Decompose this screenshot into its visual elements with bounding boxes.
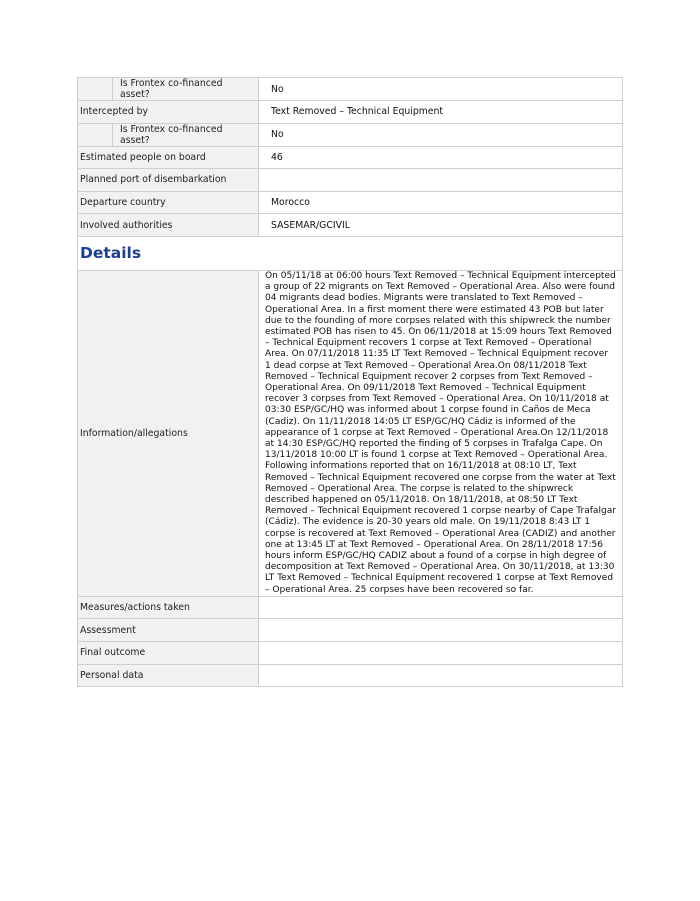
departure-country-label: Departure country [78,191,259,214]
measures-actions-value [259,596,623,619]
table-row [78,123,623,146]
final-outcome-label: Final outcome [78,642,259,665]
details-heading-row [78,236,623,270]
report-page [77,77,622,687]
table-row [78,664,623,687]
table-row [78,191,623,214]
indent-cell [78,78,113,101]
estimated-people-value: 46 [259,146,623,169]
report-table [77,77,623,687]
table-row [78,146,623,169]
table-row [78,78,623,101]
frontex-cofinanced-value: No [259,78,623,101]
frontex-cofinanced-label-2: Is Frontex co-financed asset? [113,123,259,146]
frontex-cofinanced-label: Is Frontex co-financed asset? [113,78,259,101]
intercepted-by-value: Text Removed – Technical Equipment [259,101,623,124]
table-row [78,619,623,642]
information-allegations-value: On 05/11/18 at 06:00 hours Text Removed – Technical Equipment intercepted a group of 22 migrants on Text Removed – Operational Area. Also were found 04 migrants dead bodies. Migrants were translated to Text Removed – Operational Area. In a first moment there were estimated 43 POB but later due to the founding of more corpses related with this shipwreck the number estimated POB has risen to 45. On 06/11/2018 at 15:09 hours Text Removed – Technical Equipment recovers 1 corpse at Text Removed – Operational Area. On 07/11/2018 11:35 LT Text Removed – Technical Equipment recover 1 dead corpse at Text Removed – Operational Area.On 08/11/2018 Text Removed – Technical Equipment recover 2 corpses from Text Removed – Operational Area. On 09/11/2018 Text Removed – Technical Equipment recover 3 corpses from Text Removed – Operational Area. On 10/11/2018 at 03:30 ESP/GC/HQ was informed about 1 corpse found in Caños de Meca (Cadiz). On 11/11/2018 14:05 LT ESP/GC/HQ Cádiz is informed of the appearance of 1 corpse at Text Removed – Operational Area.On 12/11/2018 at 14:30 ESP/GC/HQ reported the finding of 5 corpses in Trafalga Cape. On 13/11/2018 10:00 LT is found 1 corpse at Text Removed – Operational Area. Following informations reported that on 16/11/2018 at 08:10 LT, Text Removed – Technical Equipment recovered one corpse from the water at Text Removed – Operational Area. The corpse is related to the shipwreck described happened on 05/11/2018. On 18/11/2018, at 08:50 LT Text Removed – Technical Equipment recovered 1 corpse nearby of Cape Trafalgar (Cádiz). The evidence is 20-30 years old male. On 19/11/2018 8:43 LT 1 corpse is recovered at Text Removed – Operational Area (CADIZ) and another one at 13:45 LT at Text Removed – Operational Area. On 28/11/2018 17:56 hours inform ESP/GC/HQ CADIZ about a found of a corpse in high degree of decomposition at Text Removed – Operational Area. On 30/11/2018, at 13:30 LT Text Removed – Technical Equipment recovered 1 corpse at Text Removed – Operational Area. 25 corpses have been recovered so far. [259,270,623,596]
assessment-value [259,619,623,642]
measures-actions-label: Measures/actions taken [78,596,259,619]
estimated-people-label: Estimated people on board [78,146,259,169]
intercepted-by-label: Intercepted by [78,101,259,124]
table-row [78,214,623,237]
involved-authorities-label: Involved authorities [78,214,259,237]
table-row [78,169,623,192]
table-row [78,596,623,619]
final-outcome-value [259,642,623,665]
table-row [78,101,623,124]
personal-data-label: Personal data [78,664,259,687]
details-heading: Details [78,236,623,270]
assessment-label: Assessment [78,619,259,642]
indent-cell [78,123,113,146]
planned-port-value [259,169,623,192]
involved-authorities-value: SASEMAR/GCIVIL [259,214,623,237]
personal-data-value [259,664,623,687]
departure-country-value: Morocco [259,191,623,214]
information-allegations-label: Information/allegations [78,270,259,596]
table-row [78,270,623,596]
planned-port-label: Planned port of disembarkation [78,169,259,192]
frontex-cofinanced-value-2: No [259,123,623,146]
table-row [78,642,623,665]
